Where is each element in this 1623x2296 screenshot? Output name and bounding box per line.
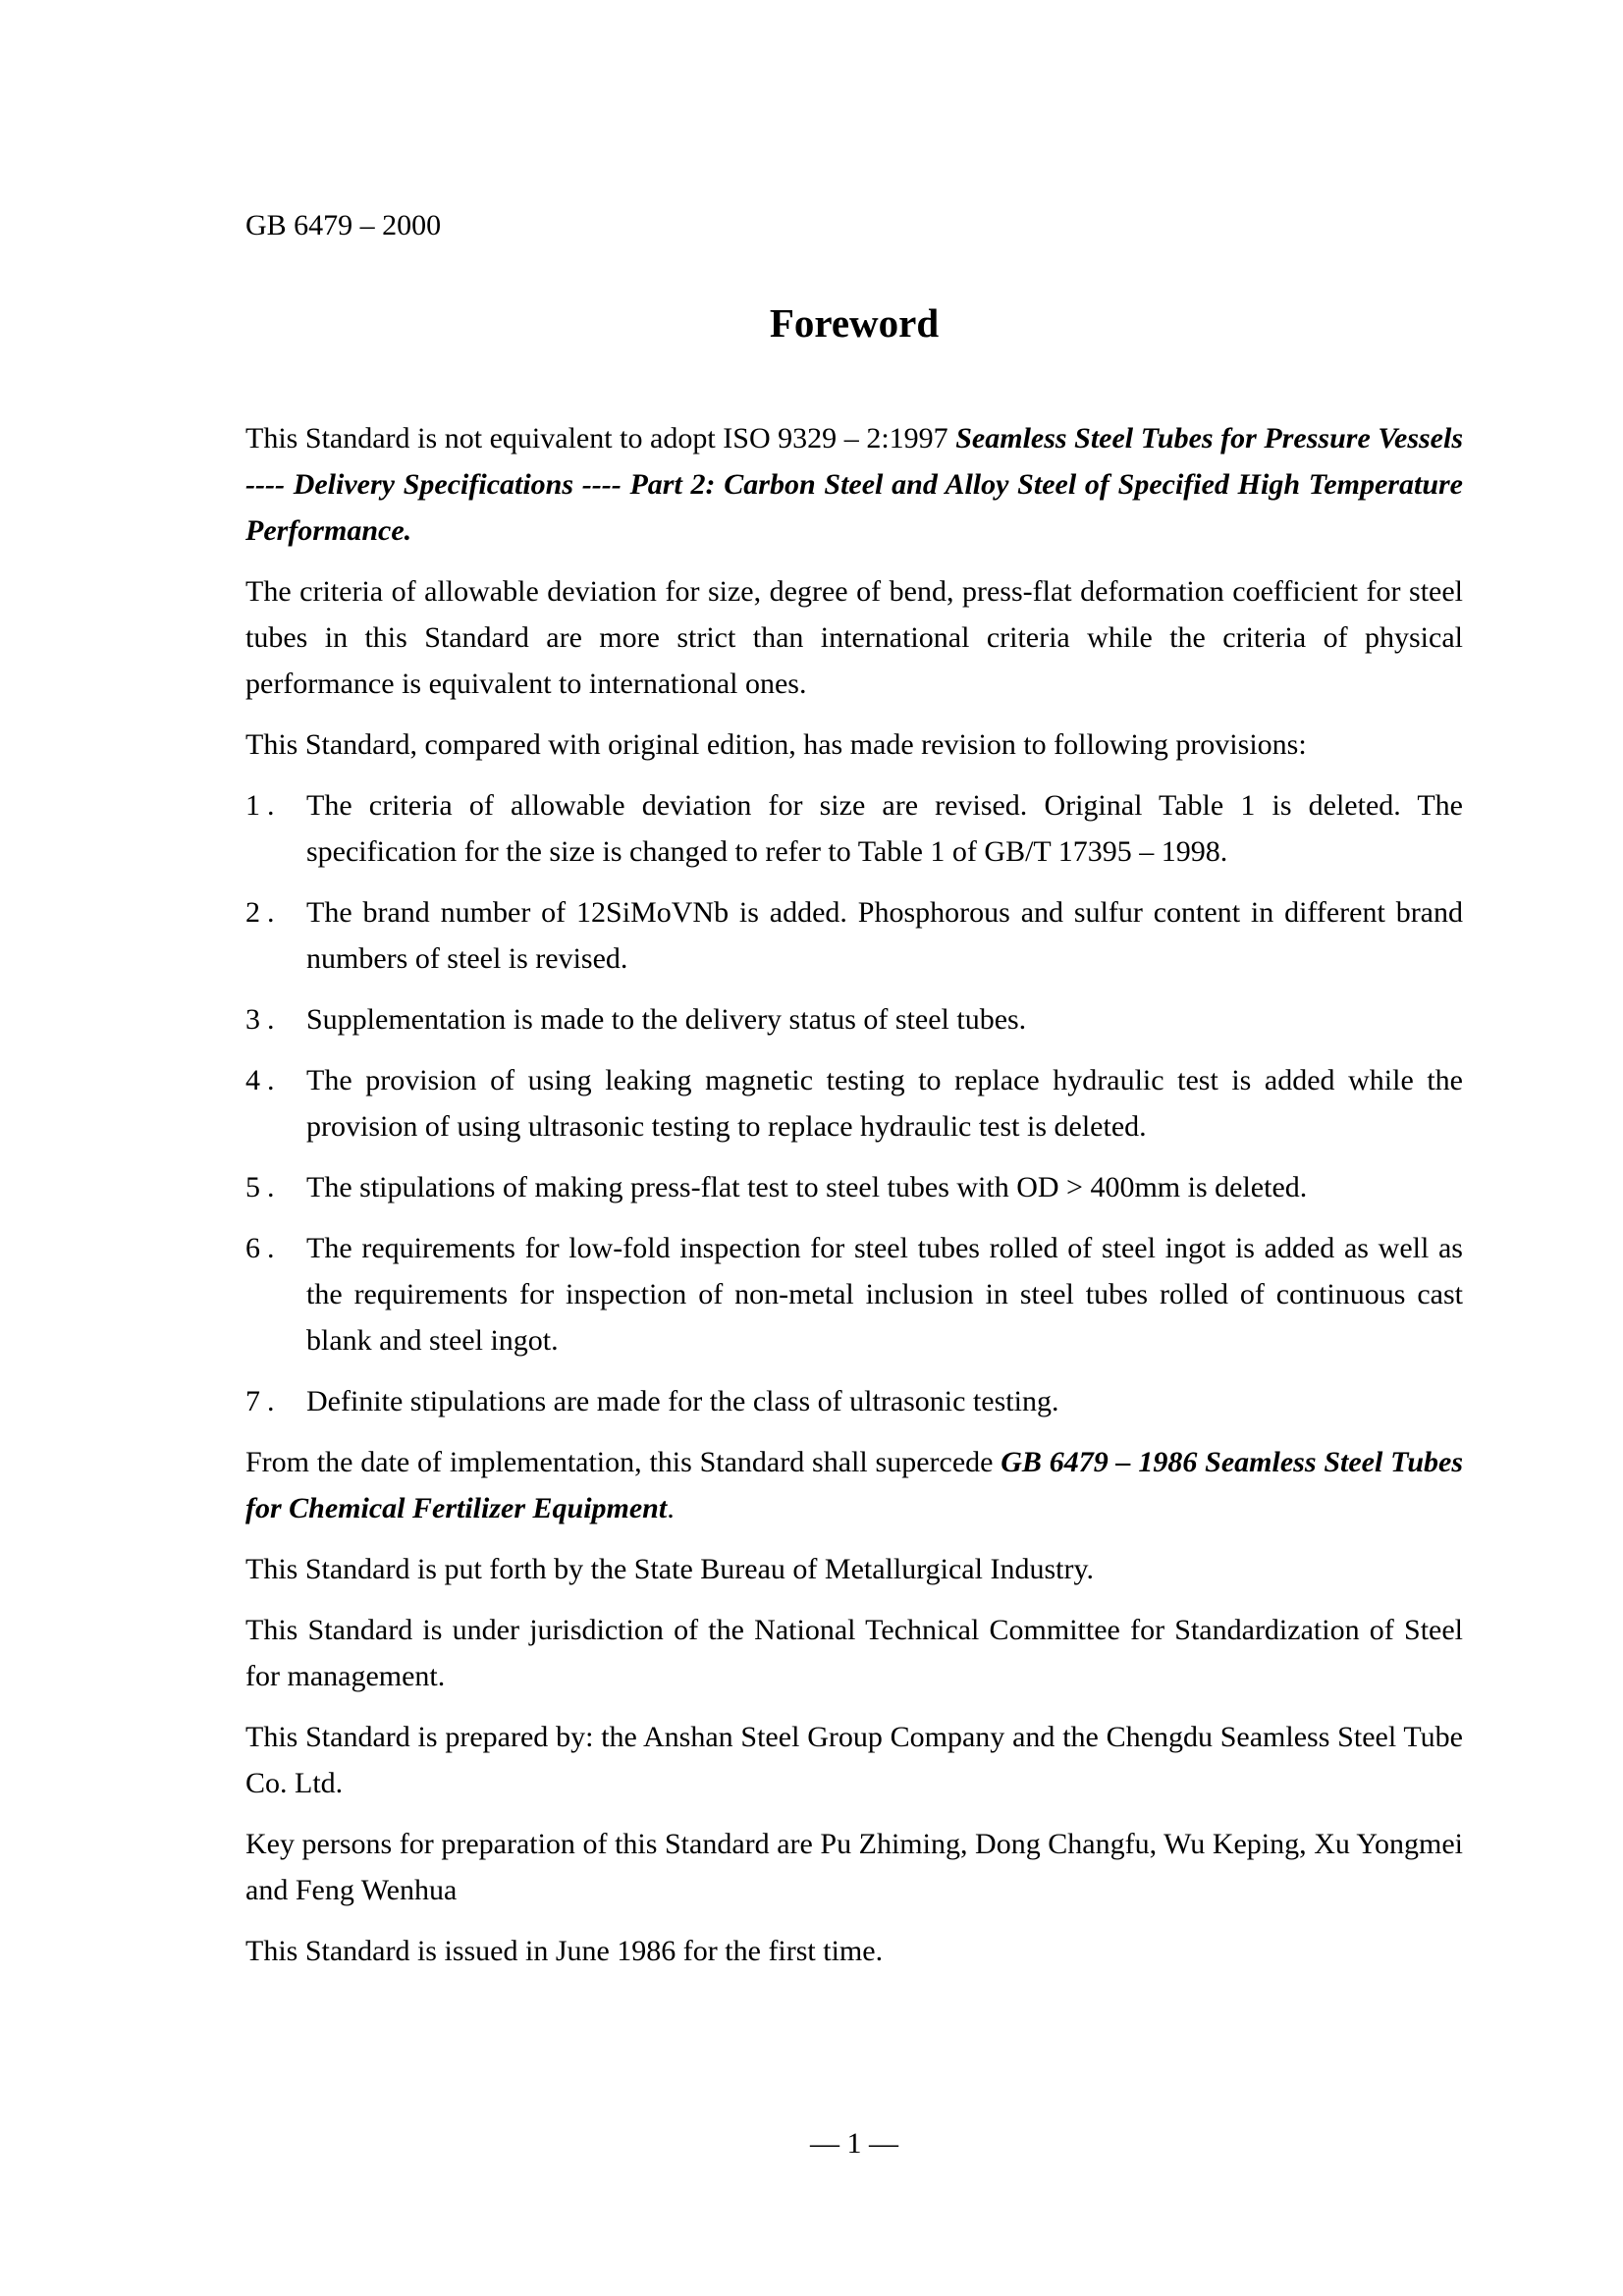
paragraph-revision-lead: This Standard, compared with original edition, has made revision to following provisions: bbox=[245, 728, 1307, 761]
list-item bbox=[245, 1164, 1463, 1210]
list-item-text: Supplementation is made to the delivery status of steel tubes. bbox=[306, 1003, 1027, 1036]
list-item-text: The requirements for low-fold inspection for steel tubes rolled of steel ingot is added as well as the requirements for inspection of non-metal inclusion in steel tubes rolled of continuous cast blank and steel ingot. bbox=[306, 1232, 1463, 1357]
supersede-period: . bbox=[667, 1492, 675, 1524]
paragraph-equivalence bbox=[245, 415, 1463, 554]
document-body bbox=[245, 415, 1463, 1989]
list-item bbox=[245, 1225, 1463, 1363]
list-item-text: The provision of using leaking magnetic testing to replace hydraulic test is added while the provision of using ultrasonic testing to replace hydraulic test is deleted. bbox=[306, 1064, 1463, 1143]
list-item-number: 1. bbox=[245, 789, 282, 822]
list-item-number: 6. bbox=[245, 1232, 282, 1264]
list-item-number: 3. bbox=[245, 1003, 282, 1036]
equivalence-text: This Standard is not equivalent to adopt ISO 9329 – 2:1997 bbox=[245, 422, 956, 454]
list-item-text: The stipulations of making press-flat test to steel tubes with OD > 400mm is deleted. bbox=[306, 1171, 1308, 1203]
list-item-text: Definite stipulations are made for the class of ultrasonic testing. bbox=[306, 1385, 1059, 1417]
superseded-standard-title: GB 6479 – 1986 Seamless Steel Tubes for Chemical Fertilizer Equipment bbox=[245, 1446, 1463, 1524]
iso-standard-title: Seamless Steel Tubes for Pressure Vessels ---- Delivery Specifications ---- Part 2: Carbon Steel and Alloy Steel of Specified High Temperature Performance. bbox=[245, 422, 1464, 547]
paragraph-first-issue: This Standard is issued in June 1986 for the first time. bbox=[245, 1935, 884, 1967]
paragraph-key-persons: Key persons for preparation of this Standard are Pu Zhiming, Dong Changfu, Wu Keping, Xu Yongmei and Feng Wenhua bbox=[245, 1828, 1463, 1906]
standard-number: GB 6479 – 2000 bbox=[245, 209, 442, 241]
list-item-text: The brand number of 12SiMoVNb is added. Phosphorous and sulfur content in different brand numbers of steel is revised. bbox=[306, 896, 1463, 975]
list-item-number: 7. bbox=[245, 1385, 282, 1417]
list-item bbox=[245, 782, 1463, 875]
paragraph-prepared-by: This Standard is prepared by: the Anshan Steel Group Company and the Chengdu Seamless Steel Tube Co. Ltd. bbox=[245, 1721, 1463, 1799]
list-item bbox=[245, 996, 1463, 1042]
list-item bbox=[245, 1378, 1463, 1424]
page-number: — 1 — bbox=[810, 2127, 898, 2160]
paragraph-jurisdiction: This Standard is under jurisdiction of the National Technical Committee for Standardization of Steel for management. bbox=[245, 1614, 1463, 1692]
paragraph-criteria: The criteria of allowable deviation for size, degree of bend, press-flat deformation coefficient for steel tubes in this Standard are more strict than international criteria while the criteria of physical performance is equivalent to international ones. bbox=[245, 575, 1463, 700]
page-title: Foreword bbox=[769, 300, 940, 346]
paragraph-supersede bbox=[245, 1439, 1463, 1531]
list-item bbox=[245, 889, 1463, 982]
paragraph-put-forth: This Standard is put forth by the State Bureau of Metallurgical Industry. bbox=[245, 1553, 1094, 1585]
list-item-number: 5. bbox=[245, 1171, 282, 1203]
list-item-number: 4. bbox=[245, 1064, 282, 1096]
list-item-number: 2. bbox=[245, 896, 282, 929]
list-item bbox=[245, 1057, 1463, 1149]
supersede-text: From the date of implementation, this Standard shall supercede bbox=[245, 1446, 1001, 1478]
list-item-text: The criteria of allowable deviation for size are revised. Original Table 1 is deleted. The specification for the size is changed to refer to Table 1 of GB/T 17395 – 1998. bbox=[306, 789, 1463, 868]
